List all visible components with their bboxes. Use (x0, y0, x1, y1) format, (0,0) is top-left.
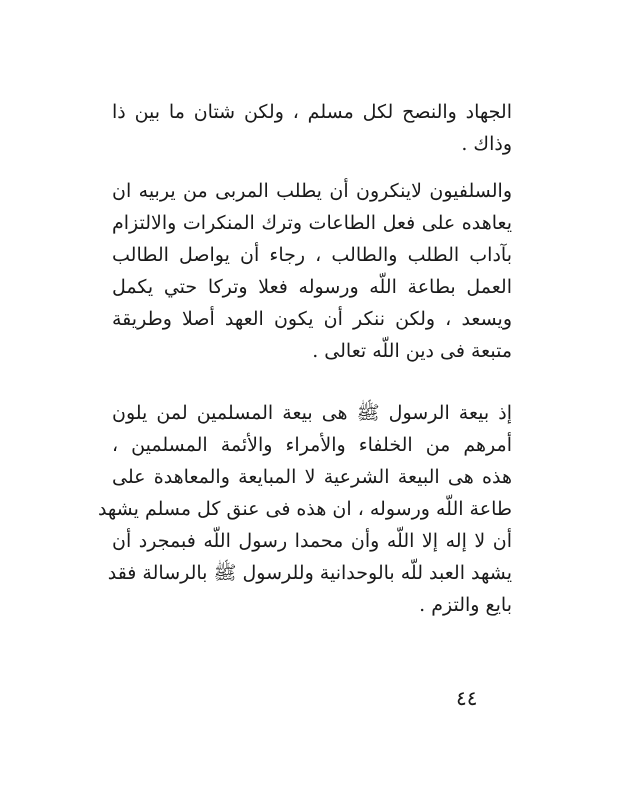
text-line: الجهاد والنصح لكل مسلم ، ولكن شتان ما بين ذا (112, 101, 512, 123)
text-line: يعاهده على فعل الطاعات وترك المنكرات والالتزام (112, 212, 512, 234)
text-line: إذ بيعة الرسول ﷺ هى بيعة المسلمين لمن يلون (112, 402, 512, 424)
text-line: وذاك . (461, 133, 512, 155)
paragraph-1 (112, 96, 512, 160)
text-line: يشهد العبد للّه بالوحدانية وللرسول ﷺ بالرسالة فقد (107, 562, 512, 584)
text-line: بايع والتزم . (419, 594, 512, 616)
text-line: هذه هى البيعة الشرعية لا المبايعة والمعاهدة على (112, 466, 512, 488)
text-line: بآداب الطلب والطالب ، رجاء أن يواصل الطالب (112, 244, 512, 266)
text-line: أن لا إله إلا اللّه وأن محمدا رسول اللّه فبمجرد أن (112, 530, 512, 552)
text-line: أمرهم من الخلفاء والأمراء والأئمة المسلمين ، (112, 434, 512, 456)
text-line: ويسعد ، ولكن ننكر أن يكون العهد أصلا وطريقة (112, 308, 512, 330)
text-line: والسلفيون لاينكرون أن يطلب المربى من يربيه ان (112, 180, 512, 202)
text-line: طاعة اللّه ورسوله ، ان هذه فى عنق كل مسلم يشهد (97, 498, 512, 520)
paragraph-2 (112, 175, 512, 367)
text-line: العمل بطاعة اللّه ورسوله فعلا وتركا حتي يكمل (112, 276, 512, 298)
text-line: متبعة فى دين اللّه تعالى . (312, 340, 512, 362)
paragraph-3 (97, 397, 512, 621)
page-number: ٤٤ (456, 686, 478, 710)
